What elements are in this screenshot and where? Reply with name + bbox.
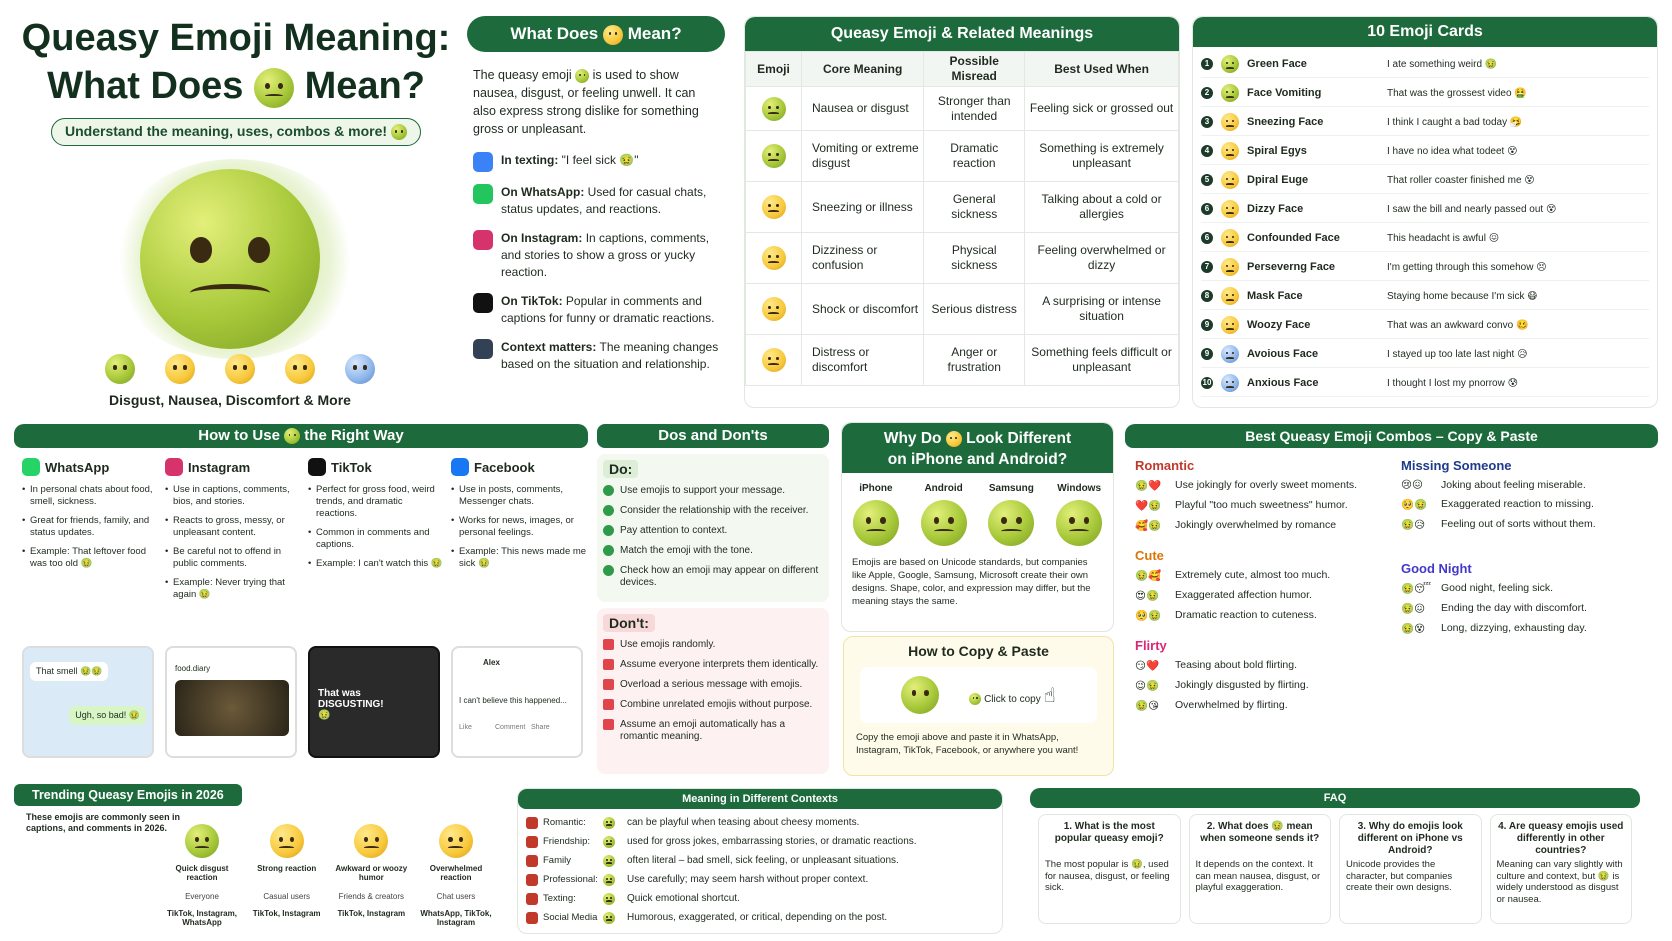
dont-item: Combine unrelated emojis without purpose.: [603, 699, 823, 711]
queasy-face-icon: [603, 893, 615, 905]
faq-item: 4. Are queasy emojis used differently in other countries? Meaning can vary slightly with culture and context, but 🤢 is widely understood as disgust or nausea.: [1490, 814, 1633, 924]
emoji-card-row[interactable]: 6 Dizzy Face I saw the bill and nearly passed out 😵: [1201, 196, 1649, 223]
table-row: Sneezing or illness General sickness Talking about a cold or allergies: [746, 182, 1179, 233]
dos-box: [597, 454, 829, 602]
combo-item[interactable]: 🤢❤️ Use jokingly for overly sweet moments.: [1135, 479, 1358, 492]
faq-item: 3. Why do emojis look different on iPhone vs Android? Unicode provides the character, but companies create their own designs.: [1339, 814, 1482, 924]
queasy-face-icon: [921, 500, 967, 546]
dont-item: Overload a serious message with emojis.: [603, 679, 823, 691]
related-emoji-icon: [762, 97, 786, 121]
emoji-card-row[interactable]: 3 Sneezing Face I think I caught a bad today 🤧: [1201, 109, 1649, 136]
combo-item[interactable]: 🤢😵 Long, dizzying, exhausting day.: [1401, 622, 1587, 635]
queasy-face-icon: [969, 693, 981, 705]
context-row: Social Media Humorous, exaggerated, or critical, depending on the post.: [526, 908, 994, 927]
faq-item: 1. What is the most popular queasy emoji? The most popular is 🤢, used for nausea, disgust, or feeling sick.: [1038, 814, 1181, 924]
how-to-use-card: [14, 424, 588, 769]
related-emoji-icon: [762, 297, 786, 321]
dont-label: Don't:: [603, 614, 655, 632]
emoji-card-row[interactable]: 1 Green Face I ate something weird 🤢: [1201, 51, 1649, 78]
dos-donts-section: [597, 424, 829, 776]
copy-title: How to Copy & Paste: [908, 643, 1049, 659]
emoji-card-row[interactable]: 4 Spiral Egys I have no idea what todeet 😵: [1201, 138, 1649, 165]
combo-group: Romantic 🤢❤️ Use jokingly for overly sweet moments. ❤️🤢 Playful "too much sweetness" humor. 🥰🤢 Jokingly overwhelmed by romance: [1135, 458, 1395, 532]
context-icon: [526, 817, 538, 829]
card-emoji-icon: [1221, 316, 1239, 334]
contexts-card: [517, 788, 1003, 934]
what-does-title: What Does Mean?: [467, 16, 725, 52]
trending-item: Strong reaction Casual users TikTok, Instagram: [249, 824, 325, 927]
platform-mockup: Alex I can't believe this happened... Like Comment Share: [451, 646, 583, 758]
card-emoji-icon: [1221, 200, 1239, 218]
context-row: Family often literal – bad smell, sick feeling, or unpleasant situations.: [526, 851, 994, 870]
combos-card: [1125, 424, 1658, 776]
emoji-card-row[interactable]: 10 Anxious Face I thought I lost my pnorrow 😰: [1201, 370, 1649, 397]
related-table: Emoji Core Meaning Possible Misread Best Used When Nausea or disgust Stronger than intended Feeling sick or grossed out Vomiting or extreme disgust Dramatic reaction Something is extremely unpleasant Sneezing or illness General sickness Talking about a cold or allergies Dizziness or confusion Physical sickness Feeling overwhelmed or dizzy Shock or discomfort Serious distress A surprising or intense situation Distress or discomfort Anger or frustration Something feels difficult or unpleasant: [745, 51, 1179, 386]
trending-emoji-icon: [270, 824, 304, 858]
trending-item: Overwhelmed reaction Chat users WhatsApp, TikTok, Instagram: [418, 824, 494, 927]
what-item: On TikTok: Popular in comments and captions for funny or dramatic reactions.: [473, 293, 719, 327]
queasy-face-icon: [901, 676, 939, 714]
cursor-hand-icon: ☝: [1043, 684, 1056, 707]
queasy-face-icon: [603, 817, 615, 829]
card-emoji-icon: [1221, 84, 1239, 102]
combo-item[interactable]: 🤢🥰 Extremely cute, almost too much.: [1135, 569, 1331, 582]
table-row: Dizziness or confusion Physical sickness Feeling overwhelmed or dizzy: [746, 233, 1179, 284]
do-item: Pay attention to context.: [603, 525, 823, 537]
combo-group: Good Night 🤢😴 Good night, feeling sick. 🤢😖 Ending the day with discomfort. 🤢😵 Long, dizzying, exhausting day.: [1401, 561, 1653, 635]
related-meanings-card: [744, 16, 1180, 408]
platform-column: TikTok • Perfect for gross food, weird trends, and dramatic reactions. • Common in comments and captions. • Example: I can't watch this 🤢 That was DISGUSTING! 🤢: [308, 458, 444, 758]
emoji-card-row[interactable]: 9 Woozy Face That was an awkward convo 🥴: [1201, 312, 1649, 339]
table-row: Shock or discomfort Serious distress A surprising or intense situation: [746, 284, 1179, 335]
copy-box: [860, 667, 1097, 723]
dos-donts-title: Dos and Don'ts: [597, 424, 829, 448]
table-row: Distress or discomfort Anger or frustration Something feels difficult or unpleasant: [746, 335, 1179, 386]
what-items: [473, 152, 719, 373]
trending-intro: These emojis are commonly seen in captions, and comments in 2026.: [26, 812, 181, 833]
contexts-title: Meaning in Different Contexts: [518, 789, 1002, 809]
what-does-section: [467, 16, 725, 396]
trending-emoji-icon: [354, 824, 388, 858]
copy-text: Copy the emoji above and paste it in WhatsApp, Instagram, TikTok, Facebook, or anywhere you want!: [856, 732, 1079, 756]
trending-emoji-icon: [185, 824, 219, 858]
faq-title: FAQ: [1030, 788, 1640, 808]
card-emoji-icon: [1221, 287, 1239, 305]
queasy-face-icon: [575, 69, 589, 83]
combo-group: Cute 🤢🥰 Extremely cute, almost too much. 😍🤢 Exaggerated affection humor. 🥺🤢 Dramatic reaction to cuteness.: [1135, 548, 1395, 622]
platform-variant: Windows: [1056, 483, 1102, 546]
subtitle-pill: Understand the meaning, uses, combos & more!: [51, 118, 421, 146]
queasy-face-icon: [988, 500, 1034, 546]
page-title: Queasy Emoji Meaning: What Does Mean?: [21, 17, 451, 107]
queasy-face-icon: [946, 431, 962, 447]
card-emoji-icon: [1221, 345, 1239, 363]
why-different-card: [841, 422, 1114, 632]
hero: [10, 14, 462, 408]
platform-icon: [473, 339, 493, 359]
combo-item[interactable]: 🤢😘 Overwhelmed by flirting.: [1135, 699, 1288, 712]
what-item: Context matters: The meaning changes based on the situation and relationship.: [473, 339, 719, 373]
donts-box: [597, 608, 829, 774]
check-icon: [603, 525, 614, 536]
platform-mockup: food.diary: [165, 646, 297, 758]
card-emoji-icon: [1221, 171, 1239, 189]
cross-icon: [603, 659, 614, 670]
combo-group: Missing Someone 😢😖 Joking about feeling miserable. 🥺🤢 Exaggerated reaction to missing. 🤢😥 Feeling out of sorts without them.: [1401, 458, 1653, 531]
click-to-copy-button[interactable]: Click to copy ☝: [969, 683, 1055, 708]
combo-item[interactable]: 😏❤️ Teasing about bold flirting.: [1135, 659, 1297, 672]
context-icon: [526, 874, 538, 886]
emoji-row: [105, 354, 375, 384]
card-emoji-icon: [1221, 142, 1239, 160]
why-title: Why Do Look Different on iPhone and Android?: [842, 423, 1113, 473]
emoji-caption: Disgust, Nausea, Discomfort & More: [109, 392, 351, 408]
what-item: On WhatsApp: Used for casual chats, status updates, and reactions.: [473, 184, 719, 218]
trending-item: Quick disgust reaction Everyone TikTok, Instagram, WhatsApp: [164, 824, 240, 927]
combo-item[interactable]: 😢😖 Joking about feeling miserable.: [1401, 479, 1586, 491]
platform-column: WhatsApp • In personal chats about food, smell, sickness. • Great for friends, family, and status updates. • Example: That leftover food was too old 🤢 That smell 🤢🤢 Ugh, so bad! 🤢: [22, 458, 158, 758]
check-icon: [603, 505, 614, 516]
combo-item[interactable]: 🥺🤢 Dramatic reaction to cuteness.: [1135, 609, 1317, 622]
how-to-use-title: How to Use the Right Way: [14, 424, 588, 448]
combo-item[interactable]: 🤢😥 Feeling out of sorts without them.: [1401, 518, 1596, 531]
mask-face-icon: [165, 354, 195, 384]
faq-item: 2. What does 🤢 mean when someone sends it? It depends on the context. It can mean nausea, disgust, or playful exaggeration.: [1189, 814, 1332, 924]
table-row: Vomiting or extreme disgust Dramatic reaction Something is extremely unpleasant: [746, 131, 1179, 182]
check-icon: [603, 565, 614, 576]
table-row: Nausea or disgust Stronger than intended Feeling sick or grossed out: [746, 87, 1179, 131]
related-emoji-icon: [762, 246, 786, 270]
platform-logo-icon: [308, 458, 326, 476]
check-icon: [603, 485, 614, 496]
context-icon: [526, 855, 538, 867]
platform-logo-icon: [165, 458, 183, 476]
context-row: Professional: Use carefully; may seem harsh without proper context.: [526, 870, 994, 889]
combos-title: Best Queasy Emoji Combos – Copy & Paste: [1125, 424, 1658, 448]
combo-group: Flirty 😏❤️ Teasing about bold flirting. 😉🤢 Jokingly disgusted by flirting. 🤢😘 Overwhelmed by flirting.: [1135, 638, 1395, 712]
related-emoji-icon: [762, 195, 786, 219]
context-row: Romantic: can be playful when teasing about cheesy moments.: [526, 813, 994, 832]
big-queasy-face-icon: [140, 169, 320, 349]
queasy-face-icon: [603, 855, 615, 867]
combo-item[interactable]: 🤢😖 Ending the day with discomfort.: [1401, 602, 1587, 615]
do-label: Do:: [603, 460, 638, 478]
sneezing-face-icon: [225, 354, 255, 384]
platform-column: Instagram • Use in captions, comments, bios, and stories. • Reacts to gross, messy, or unpleasant content. • Be careful not to offend in public comments. • Example: Never trying that again 🤢 food.diary: [165, 458, 301, 758]
emoji-card-row[interactable]: 8 Mask Face Staying home because I'm sick 😷: [1201, 283, 1649, 310]
combo-item[interactable]: 😍🤢 Exaggerated affection humor.: [1135, 589, 1312, 602]
platform-icon: [473, 184, 493, 204]
platform-mockup: That smell 🤢🤢 Ugh, so bad! 🤢: [22, 646, 154, 758]
face-vomiting-icon: [105, 354, 135, 384]
platform-column: Facebook • Use in posts, comments, Messenger chats. • Works for news, images, or personal feelings. • Example: This news made me sick 🤢 Alex I can't believe this happened... Like Comment Share: [451, 458, 587, 758]
platform-icon: [473, 293, 493, 313]
card-emoji-icon: [1221, 374, 1239, 392]
card-emoji-icon: [1221, 113, 1239, 131]
check-icon: [603, 545, 614, 556]
combo-item[interactable]: 😉🤢 Jokingly disgusted by flirting.: [1135, 679, 1309, 692]
card-emoji-icon: [1221, 55, 1239, 73]
emoji-card-row[interactable]: 9 Avoious Face I stayed up too late last night 😥: [1201, 341, 1649, 368]
related-emoji-icon: [762, 348, 786, 372]
why-text: Emojis are based on Unicode standards, but companies like Apple, Google, Samsung, Microsoft create their own designs. Shape, color, and expression may differ, but the meaning stays the same.: [852, 557, 1091, 607]
platform-mockup: That was DISGUSTING! 🤢: [308, 646, 440, 758]
combo-item[interactable]: 🥰🤢 Jokingly overwhelmed by romance: [1135, 519, 1337, 532]
context-row: Texting: Quick emotional shortcut.: [526, 889, 994, 908]
platform-variant: Samsung: [988, 483, 1034, 546]
queasy-face-icon: [603, 25, 623, 45]
cross-icon: [603, 719, 614, 730]
context-row: Friendship: used for gross jokes, embarrassing stories, or dramatic reactions.: [526, 832, 994, 851]
trending-title: Trending Queasy Emojis in 2026: [14, 784, 242, 806]
queasy-face-icon: [1056, 500, 1102, 546]
platform-variant: iPhone: [853, 483, 899, 546]
do-item: Match the emoji with the tone.: [603, 545, 823, 557]
related-emoji-icon: [762, 144, 786, 168]
queasy-face-icon: [284, 428, 300, 444]
confounded-face-icon: [285, 354, 315, 384]
dont-item: Assume everyone interprets them identically.: [603, 659, 823, 671]
emoji-card-row[interactable]: 6 Confounded Face This headacht is awful 😖: [1201, 225, 1649, 252]
card-emoji-icon: [1221, 229, 1239, 247]
faq-card: [1030, 788, 1640, 934]
emoji-card-row[interactable]: 5 Dpiral Euge That roller coaster finished me 😵: [1201, 167, 1649, 194]
queasy-face-icon: [603, 836, 615, 848]
card-emoji-icon: [1221, 258, 1239, 276]
copy-paste-card: [843, 636, 1114, 776]
combo-item[interactable]: 🤢😴 Good night, feeling sick.: [1401, 582, 1554, 595]
do-item: Check how an emoji may appear on different devices.: [603, 565, 823, 589]
queasy-face-icon: [603, 874, 615, 886]
combo-item[interactable]: 🥺🤢 Exaggerated reaction to missing.: [1401, 498, 1594, 511]
context-icon: [526, 836, 538, 848]
anxious-face-icon: [345, 354, 375, 384]
dont-item: Use emojis randomly.: [603, 639, 823, 651]
do-item: Consider the relationship with the receiver.: [603, 505, 823, 517]
context-icon: [526, 912, 538, 924]
platform-logo-icon: [22, 458, 40, 476]
queasy-face-icon: [391, 124, 407, 140]
cross-icon: [603, 679, 614, 690]
cross-icon: [603, 639, 614, 650]
combo-item[interactable]: ❤️🤢 Playful "too much sweetness" humor.: [1135, 499, 1348, 512]
cross-icon: [603, 699, 614, 710]
what-item: In texting: "I feel sick 🤢": [473, 152, 719, 172]
queasy-face-icon: [853, 500, 899, 546]
trending-item: Awkward or woozy humor Friends & creators TikTok, Instagram: [333, 824, 409, 927]
queasy-face-icon: [254, 68, 294, 108]
dont-item: Assume an emoji automatically has a romantic meaning.: [603, 719, 823, 743]
emoji-cards-card: [1192, 16, 1658, 408]
trending-emoji-icon: [439, 824, 473, 858]
platform-logo-icon: [451, 458, 469, 476]
context-icon: [526, 893, 538, 905]
cards-title: 10 Emoji Cards: [1193, 17, 1657, 47]
what-intro: The queasy emoji is used to show nausea, disgust, or feeling unwell. It can also express strong dislike for something gross or unpleasant.: [473, 68, 699, 136]
emoji-card-row[interactable]: 7 Perseverng Face I'm getting through this somehow 😣: [1201, 254, 1649, 281]
emoji-card-row[interactable]: 2 Face Vomiting That was the grossest video 🤮: [1201, 80, 1649, 107]
queasy-face-icon: [603, 912, 615, 924]
do-item: Use emojis to support your message.: [603, 485, 823, 497]
what-item: On Instagram: In captions, comments, and stories to show a gross or yucky reaction.: [473, 230, 719, 281]
food-photo: [175, 680, 289, 736]
related-title: Queasy Emoji & Related Meanings: [745, 17, 1179, 51]
platform-icon: [473, 230, 493, 250]
trending-section: [14, 784, 514, 934]
platform-icon: [473, 152, 493, 172]
platform-variant: Android: [921, 483, 967, 546]
